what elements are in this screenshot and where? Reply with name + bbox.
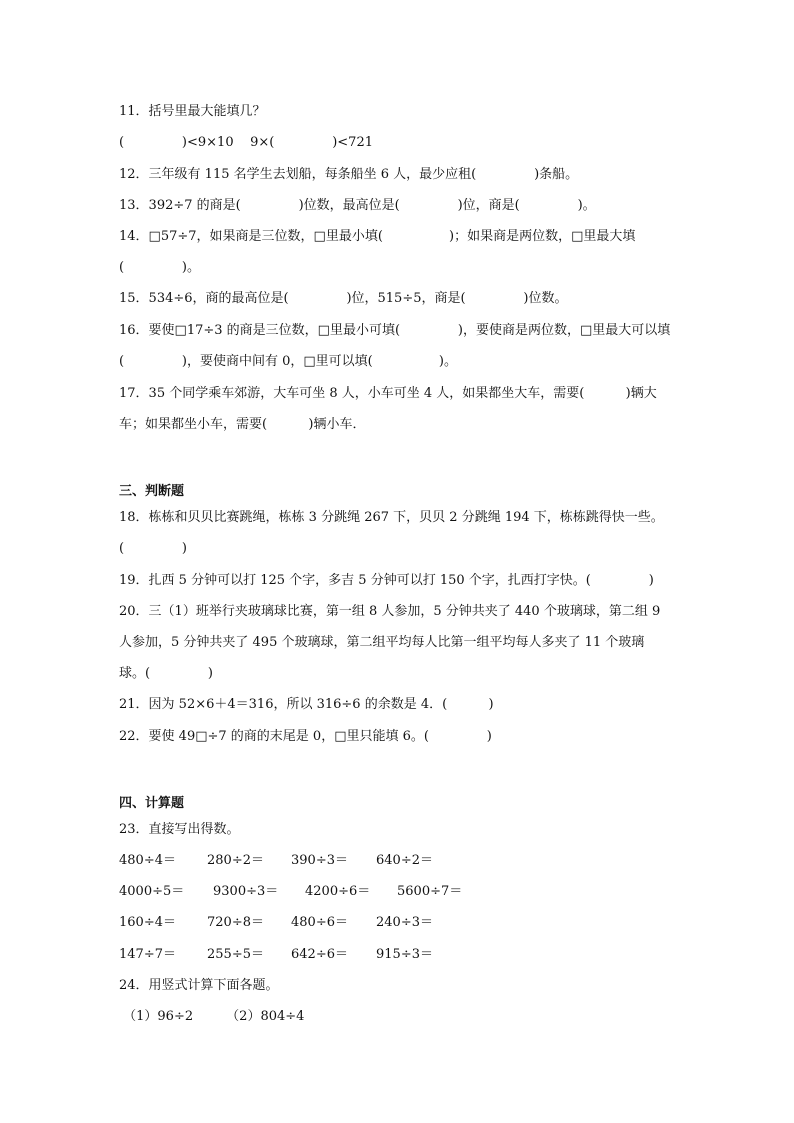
calc-item: 915÷3＝	[376, 947, 433, 962]
calc-item: 720÷8＝	[207, 915, 264, 930]
calc-item: 390÷3＝	[291, 853, 348, 868]
calc-item: 255÷5＝	[207, 947, 264, 962]
question-20-cont-2: 球。( )	[119, 666, 213, 681]
question-24-items: （1）96÷2 （2）804÷4	[119, 1009, 305, 1024]
question-11: 11．括号里最大能填几？	[119, 104, 266, 119]
question-17: 17．35 个同学乘车郊游，大车可坐 8 人，小车可坐 4 人，如果都坐大车，需要( )辆大	[119, 386, 657, 401]
calc-item: 240÷3＝	[376, 915, 433, 930]
calc-item: 4000÷5＝	[119, 884, 185, 899]
question-18: 18．栋栋和贝贝比赛跳绳，栋栋 3 分跳绳 267 下，贝贝 2 分跳绳 194 下，栋栋跳得快一些。	[119, 510, 664, 525]
calc-item: 640÷2＝	[376, 853, 433, 868]
section-title-calculation: 四、计算题	[119, 796, 185, 811]
question-15: 15．534÷6，商的最高位是( )位，515÷5，商是( )位数。	[119, 291, 568, 306]
calc-item: 480÷4＝	[119, 853, 176, 868]
calc-item: 147÷7＝	[119, 947, 176, 962]
question-19: 19．扎西 5 分钟可以打 125 个字，多吉 5 分钟可以打 150 个字，扎西打字快。( )	[119, 573, 654, 588]
calc-item: 5600÷7＝	[397, 884, 463, 899]
calc-item: 9300÷3＝	[213, 884, 279, 899]
question-18-blank: ( )	[119, 541, 187, 556]
question-14: 14．□57÷7，如果商是三位数，□里最小填( )；如果商是两位数，□里最大填	[119, 229, 636, 244]
question-16: 16．要使□17÷3 的商是三位数，□里最小可填( )，要使商是两位数，□里最大可以填	[119, 323, 671, 338]
question-20: 20．三（1）班举行夹玻璃球比赛，第一组 8 人参加，5 分钟共夹了 440 个玻璃球，第二组 9	[119, 604, 661, 619]
question-16-cont: ( )，要使商中间有 0，□里可以填( )。	[119, 354, 457, 369]
question-11-blanks: ( )<9×10 9×( )<721	[119, 135, 373, 150]
calc-item: 280÷2＝	[207, 853, 264, 868]
calc-item: 160÷4＝	[119, 915, 176, 930]
question-21: 21．因为 52×6＋4＝316，所以 316÷6 的余数是 4．( )	[119, 697, 494, 712]
calc-item: 480÷6＝	[291, 915, 348, 930]
question-20-cont: 人参加，5 分钟共夹了 495 个玻璃球，第二组平均每人比第一组平均每人多夹了 11 个玻璃	[119, 635, 645, 650]
question-13: 13．392÷7 的商是( )位数，最高位是( )位，商是( )。	[119, 198, 596, 213]
question-12: 12．三年级有 115 名学生去划船，每条船坐 6 人，最少应租( )条船。	[119, 167, 579, 182]
question-14-cont: ( )。	[119, 260, 200, 275]
calc-item: 642÷6＝	[291, 947, 348, 962]
question-17-cont: 车；如果都坐小车，需要( )辆小车．	[119, 417, 366, 432]
question-22: 22．要使 49□÷7 的商的末尾是 0，□里只能填 6。( )	[119, 729, 492, 744]
calc-item: 4200÷6＝	[305, 884, 371, 899]
question-23: 23．直接写出得数。	[119, 822, 240, 837]
question-24: 24．用竖式计算下面各题。	[119, 978, 279, 993]
section-title-judgement: 三、判断题	[119, 484, 185, 499]
